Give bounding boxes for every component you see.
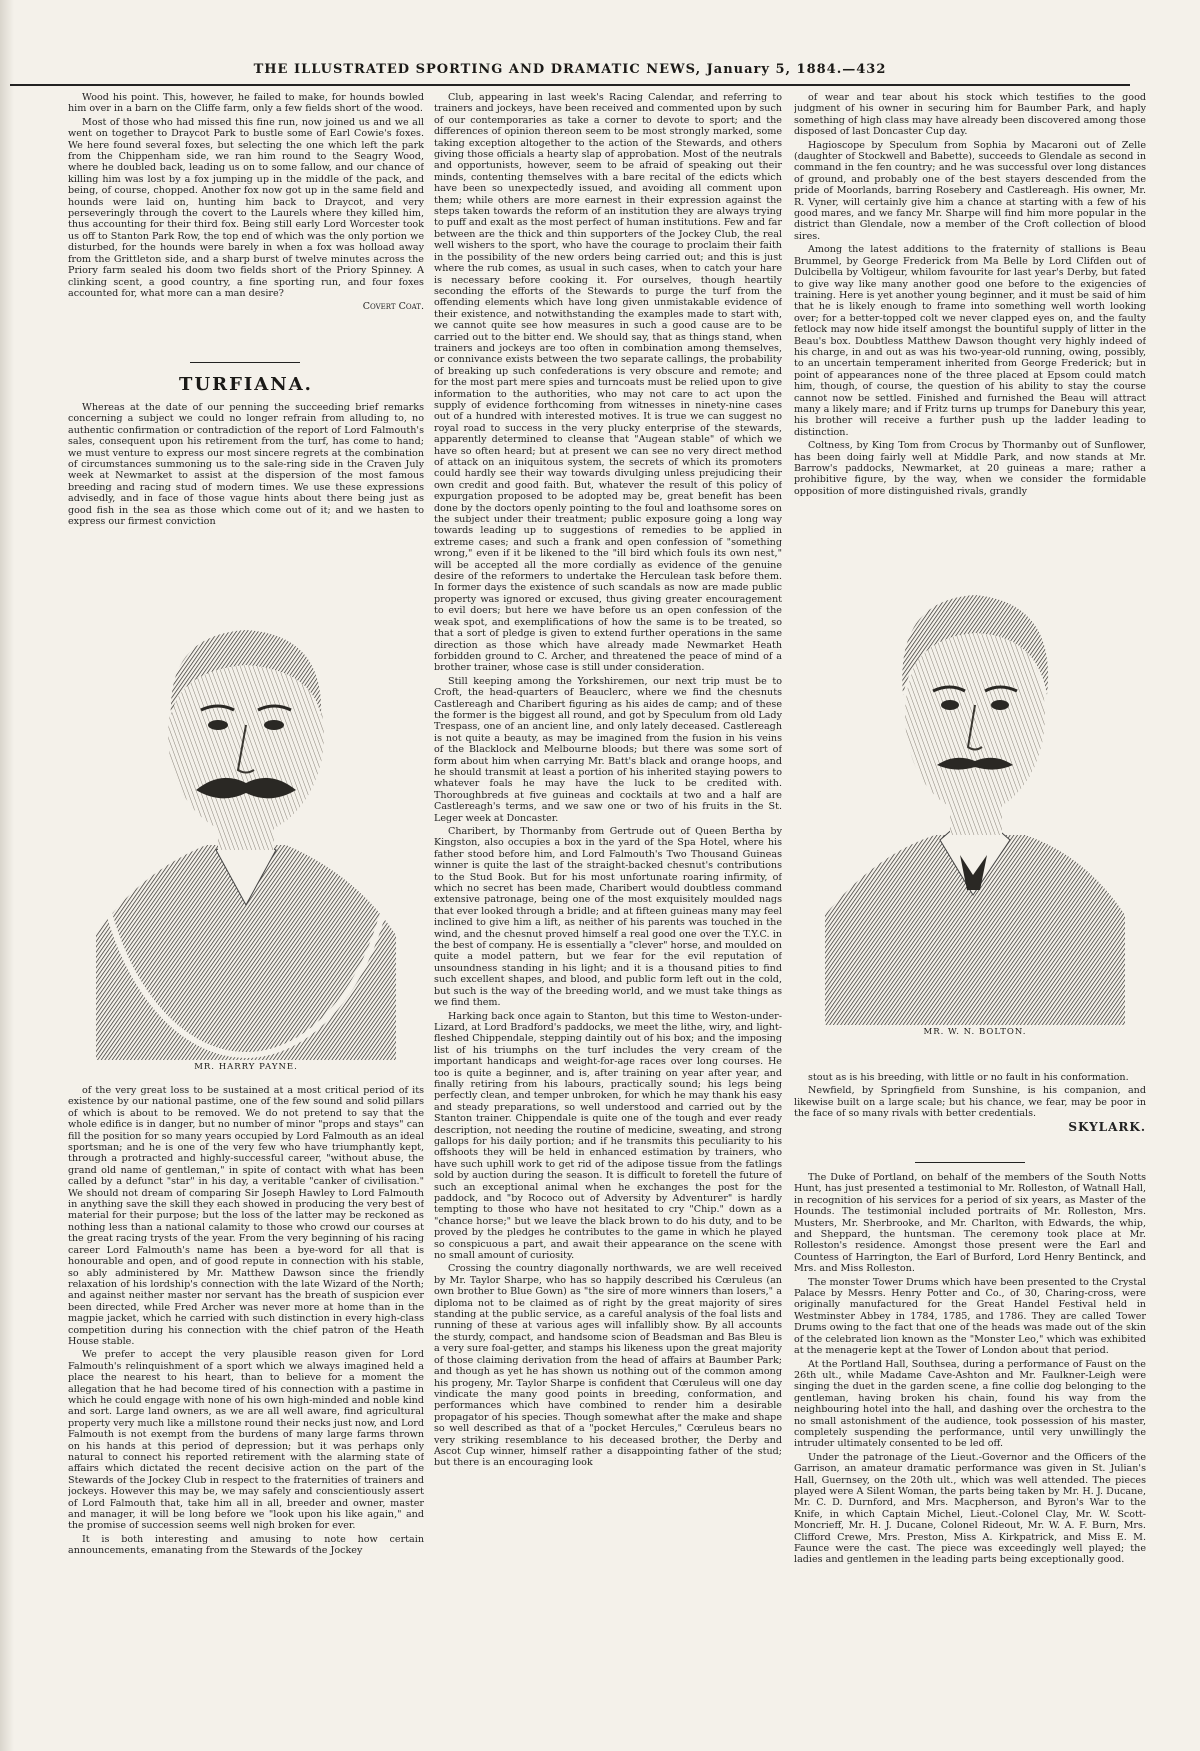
caption-harry-payne: MR. HARRY PAYNE. <box>194 1062 298 1072</box>
paragraph: The monster Tower Drums which have been presented to the Crystal Palace by Messrs. Henry Potter and Co., of 30, Charing-cross, were originally manufactured for the Great Handel Festival held in Westminster Abbey in 1784, 1785, and 1786. They are called Tower Drums owing to the fact that one of the heads was made out of the skin of the celebrated lion known as the "Monster Leo," which was exhibited at the menagerie kept at the Tower of London about that period. <box>794 1276 1146 1357</box>
paragraph: Newfield, by Springfield from Sunshine, is his companion, and likewise built on a large scale; but his chance, we fear, may be poor in the face of so many rivals with better credentials. <box>794 1085 1146 1120</box>
col3c-paras <box>794 1172 1146 1566</box>
paragraph: It is both interesting and amusing to note how certain announcements, emanating from the Stewards of the Jockey <box>68 1533 424 1557</box>
paragraph: Harking back once again to Stanton, but this time to Weston-under-Lizard, at Lord Bradford's paddocks, we meet the lithe, wiry, and light-fleshed Chippendale, stepping daintily out of his box; and the imposing list of his triumphs on the turf includes the very cream of the important handicaps and weight-for-age races over long courses. He too is quite a beginner, and is, after training on year after year, and finally retiring from his labours, practically sound; his legs being perfectly clean, and temper unbroken, for which he may thank his easy and steady preparations, so well understood and carried out by the Stanton trainer. Chippendale is quite one of the tough and ever ready description, not needing the routine of medicine, sweating, and strong gallops for his daily portion; and if he transmits this peculiarity to his offshoots they will be held in enhanced estimation by trainers, who have such uphill work to get rid of the adipose tissue from the fatlings sold by auction during the season. It is difficult to foretell the future of such an exceptional animal when he exchanges the post for the paddock, and "by Rococo out of Adversity by Adventurer" is hardly tempting to those who have not hesitated to cry "Chip." down as a "chance horse;" but we leave the black brown to do his duty, and to be proved by the pledges he contributes to the game in which he played so conspicuous a part, and await their appearance on the scene with no small amount of curiosity. <box>434 1010 782 1262</box>
col3-news-items <box>794 1172 1146 1720</box>
col1b-paras <box>68 402 424 527</box>
paragraph: Under the patronage of the Lieut.-Governor and the Officers of the Garrison, an amateur dramatic performance was given in St. Julian's Hall, Guernsey, on the 20th ult., which was well attended. The pieces played were A Silent Woman, the parts being taken by Mr. H. J. Ducane, Mr. C. D. Durnford, and Mrs. Macpherson, and Byron's War to the Knife, in which Captain Michel, Lieut.-Colonel Clay, Mr. W. Scott-Moncrieff, Mr. H. J. Ducane, Colonel Rideout, Mr. W. A. F. Burn, Mrs. Clifford Crewe, Mrs. Preston, Miss A. Kirkpatrick, and Miss E. M. Faunce were the cast. The piece was exceedingly well played; the ladies and gentlemen in the leading parts being exceptionally good. <box>794 1451 1146 1566</box>
paragraph: Whereas at the date of our penning the succeeding brief remarks concerning a subject we could no longer refrain from alluding to, no authentic confirmation or contradiction of the report of Lord Falmouth's sales, consequent upon his retirement from the turf, has come to hand; we must venture to express our most sincere regrets at the combination of circumstances summoning us to the sale-ring side in the Craven July week at Newmarket to assist at the dispersion of the most famous breeding and racing stud of modern times. We use these expressions advisedly, and in face of those vague hints about there being just as good fish in the sea as those which come out of it; and we hasten to express our firmest conviction <box>68 402 424 528</box>
masthead: THE ILLUSTRATED SPORTING AND DRAMATIC NEWS, January 5, 1884.—432 <box>10 62 1130 86</box>
col2-turfiana <box>434 92 782 1720</box>
col3-turfiana-end <box>794 1072 1146 1162</box>
col1-hunting-report <box>68 92 424 352</box>
portrait-w-n-bolton-engraving <box>825 555 1125 1025</box>
paragraph: Still keeping among the Yorkshiremen, our next trip must be to Croft, the head-quarters of Beauclerc, where we find the chesnuts Castlereagh and Charibert figuring as his aides de camp; and of these the former is the biggest all round, and got by Speculum from old Lady Trespass, one of an ancient line, and only lately deceased. Castlereagh is not quite a beauty, as may be imagined from the fusion in his veins of the Blacklock and Melbourne bloods; but there was some sort of form about him when carrying Mr. Batt's black and orange hoops, and he should transmit at least a portion of his inherited staying powers to whatever foals he may have the luck to be credited with. Thoroughbreds at five guineas and cocktails at two and a half are Castlereagh's terms, and we saw one or two of his fruits in the St. Leger week at Doncaster. <box>434 675 782 824</box>
col1-turfiana-intro <box>68 402 424 560</box>
col3-paras <box>794 92 1146 497</box>
col1c-paras <box>68 1085 424 1557</box>
paragraph: Among the latest additions to the fraternity of stallions is Beau Brummel, by George Frederick from Ma Belle by Lord Clifden out of Dulcibella by Voltigeur, whilom favourite for last year's Derby, but fated to give way like many another good one before to the exigencies of training. Here is yet another young beginner, and it must be said of him that he is likely enough to frame into something well worth looking over; for a better-topped colt we never clapped eyes on, and the faulty fetlock may now hide itself amongst the bountiful supply of litter in the Beau's box. Doubtless Matthew Dawson thought very highly indeed of his charge, in and out as was his two-year-old running, owing, possibly, to an uncertain temperament inherited from George Frederick; but in point of appearances none of the three placed at Epsom could match him, though, of course, the question of his ability to stay the course cannot now be settled. Finished and furnished the Beau will attract many a likely mare; and if Fritz turns up trumps for Danebury this year, his brother will receive a further push up the ladder leading to distinction. <box>794 244 1146 438</box>
paragraph: stout as is his breeding, with little or no fault in his conformation. <box>808 1072 1129 1083</box>
portrait-harry-payne-engraving <box>96 575 396 1060</box>
rule-1 <box>190 362 300 363</box>
col3b-paras <box>794 1072 1146 1120</box>
paragraph: We prefer to accept the very plausible reason given for Lord Falmouth's relinquishment of a sport which we always imagined held a place the nearest to his heart, than to believe for a moment the allegation that he had become tired of his connection with a pastime in which he could engage with none of his own high-minded and noble kind and sort. Large land owners, as we are all well aware, find agricultural property very much like a millstone round their necks just now, and Lord Falmouth is not exempt from the burdens of many large farms thrown on his hands at this period of depression; but it was perhaps only natural to connect his reported retirement with the alarming state of affairs which dictated the recent decisive action on the part of the Stewards of the Jockey Club in respect to the fraternities of trainers and jockeys. However this may be, we may safely and conscientiously assert of Lord Falmouth that, take him all in all, breeder and owner, master and manager, it will be long before we "look upon his like again," and the promise of succession seems well nigh broken for ever. <box>68 1349 424 1532</box>
turfiana-title: TURFIANA. <box>179 374 313 395</box>
paragraph: Club, appearing in last week's Racing Calendar, and referring to trainers and jockeys, have been received and commented upon by such of our contemporaries as take a corner to devote to sport; and the differences of opinion thereon seem to be most strongly marked, some taking exception altogether to the action of the Stewards, and others giving those officials a hearty slap of approbation. Most of the neutrals and opportunists, however, seem to be afraid of speaking out their minds, contenting themselves with a bare recital of the edicts which have been so unexpectedly issued, and avoiding all comment upon them; while others are more earnest in their expression against the steps taken towards the reform of an institution they are always trying to puff and exalt as the most perfect of human institutions. Few and far between are the thick and thin supporters of the Jockey Club, the real well wishers to the sport, who have the courage to proclaim their faith in the possibility of the new orders being carried out; and this is just where the rub comes, as usual in such cases, when to catch your hare is necessary before cooking it. For ourselves, though heartily seconding the efforts of the Stewards to purge the turf from the offending elements which have long given unmistakable evidence of their existence, and notwithstanding the examples made to start with, we cannot quite see how measures in such a good cause are to be carried out to the bitter end. We should say, that as things stand, when trainers and jockeys are too often in combination among themselves, or connivance exists between the two separate callings, the probability of breaking up such confederations is very obscure and remote; and for the most part mere spies and turncoats must be relied upon to give information to the authorities, who may not care to act upon the supply of evidence forthcoming from witnesses in ninety-nine cases out of a hundred with interested motives. It is true we can suggest no royal road to success in the very plucky enterprise of the stewards, apparently determined to cleanse that "Augean stable" of which we have so often heard; but at present we can see no very direct method of attack on an iniquitous system, the secrets of which its promoters could hardly see their way towards divulging unless prejudicing their own credit and good faith. But, whatever the result of this policy of expurgation proposed to be adopted may be, great benefit has been done by the doctors openly pointing to the foul and loathsome sores on the subject under their treatment; public exposure going a long way towards leading up to suggestions of remedies to be applied in extreme cases; and such a frank and open confession of "something wrong," even if it be likened to the "ill bird which fouls its own nest," will be accepted all the more cordially as evidence of the genuine desire of the reformers to undertake the Herculean task before them. In former days the existence of such scandals as now are made public property was ignored or excused, thus giving greater encouragement to evil doers; but here we have before us an open confession of the weak spot, and exemplifications of how the same is to be treated, so that a sort of pledge is given to extend further operations in the same direction as those which have already made Newmarket Heath forbidden ground to C. Archer, and threatened the peace of mind of a brother trainer, whose case is still under consideration. <box>434 92 782 674</box>
paragraph: Charibert, by Thormanby from Gertrude out of Queen Bertha by Kingston, also occupies a box in the yard of the Spa Hotel, where his father stood before him, and Lord Falmouth's Two Thousand Guineas winner is quite the last of the straight-backed chesnut's contributions to the Stud Book. But for his most unfortunate roaring infirmity, of which no secret has been made, Charibert would doubtless command extensive patronage, being one of the most exquisitely moulded nags that ever looked through a bridle; and at fifteen guineas many may feel inclined to give him a lift, as neither of his parents was touched in the wind, and the chesnut proved himself a real good one over the T.Y.C. in the best of company. He is essentially a "clever" horse, and moulded on quite a model pattern, but we fear for the evil reputation of unsoundness standing in his light; and it is a thousand pities to find such excellent shapes, and blood, and public form left out in the cold, but such is the way of the breeding world, and we must take things as we find them. <box>434 826 782 1009</box>
paragraph: Coltness, by King Tom from Crocus by Thormanby out of Sunflower, has been doing fairly well at Middle Park, and now stands at Mr. Barrow's paddocks, Newmarket, at 20 guineas a mare; rather a prohibitive figure, by the way, when we consider the formidable opposition of more distinguished rivals, grandly <box>794 440 1146 497</box>
col1-turfiana-continued <box>68 1085 424 1715</box>
col3-turfiana <box>794 92 1146 508</box>
paragraph: of wear and tear about his stock which testifies to the good judgment of his owner in securing him for Baumber Park, and haply something of high class may have already been discovered among those disposed of last Doncaster Cup day. <box>794 92 1146 138</box>
paragraph: Most of those who had missed this fine run, now joined us and we all went on together to Draycot Park to bustle some of Earl Cowie's foxes. We here found several foxes, but selecting the one which left the park from the Chippenham side, we ran him round to the Seagry Wood, where he doubled back, leading us on to some fallow, and our chance of killing him was lost by a fox jumping up in the middle of the pack, and being, of course, chopped. Another fox now got up in the same field and hounds were laid on, hunting him back to Draycot, and very perseveringly through the covert to the Laurels where they killed him, thus accounting for their third fox. Being still early Lord Worcester took us off to Stanton Park Row, the top end of which was the only portion we disturbed, for the hounds were barely in when a fox was holload away from the Grittleton side, and a sharp burst of twelve minutes across the Priory farm sealed his doom two fields short of the Priory Spinney. A clinking scent, a good country, a fine sporting run, and four foxes accounted for, what more can a man desire? <box>68 116 424 299</box>
rule-2 <box>915 1162 1025 1163</box>
paragraph: of the very great loss to be sustained at a most critical period of its existence by our national pastime, one of the few sound and solid pillars of which is about to be removed. We do not pretend to say that the whole edifice is in danger, but no number of minor "props and stays" can fill the position for so many years occupied by Lord Falmouth as an ideal sportsman; and he is one of the very few who have triumphantly kept, through a protracted and highly-successful career, "without abuse, the grand old name of gentleman," in spite of contact with what has been called by a defunct "star" in his day, a veritable "canker of civilisation." We should not dream of comparing Sir Joseph Hawley to Lord Falmouth in anything save the skill they each showed in producing the very best of material for their purpose; but the loss of the latter may be reckoned as nothing less than a national calamity to those who crowd our courses at the great racing trysts of the year. From the very beginning of his racing career Lord Falmouth's name has been a bye-word for all that is honourable and open, and of good repute in connection with his stable, so ably administered by Mr. Matthew Dawson since the friendly relaxation of his lordship's connection with the late Wizard of the North; and against neither master nor servant has the breath of suspicion ever been directed, while Fred Archer was never more at home than in the magpie jacket, which he carried with such distinction in every high-class competition during his connection with the chief patron of the Heath House stable. <box>68 1085 424 1347</box>
portrait-harry-payne <box>96 575 396 1060</box>
paragraph: Wood his point. This, however, he failed to make, for hounds bowled him over in a barn on the Cliffe farm, only a few fields short of the wood. <box>68 92 424 115</box>
portrait-w-n-bolton <box>825 555 1125 1025</box>
paragraph: At the Portland Hall, Southsea, during a performance of Faust on the 26th ult., while Madame Cave-Ashton and Mr. Faulkner-Leigh were singing the duet in the garden scene, a fine collie dog belonging to the gentleman, having broken his chain, found his way from the neighbouring hotel into the hall, and dashing over the orchestra to the no small astonishment of the audience, took possession of his master, completely suspending the performance, until very unwillingly the intruder ultimately consented to be led off. <box>794 1358 1146 1450</box>
paragraph: The Duke of Portland, on behalf of the members of the South Notts Hunt, has just presented a testimonial to Mr. Rolleston, of Watnall Hall, in recognition of his services for a period of six years, as Master of the Hounds. The testimonial included portraits of Mr. Rolleston, Mrs. Musters, Mr. Sherbrooke, and Mr. Charlton, with Edwards, the whip, and Sheppard, the huntsman. The ceremony took place at Mr. Rolleston's residence. Amongst those present were the Earl and Countess of Harrington, the Earl of Burford, Lord Henry Bentinck, and Mrs. and Miss Rolleston. <box>794 1172 1146 1275</box>
paragraph: Hagioscope by Speculum from Sophia by Macaroni out of Zelle (daughter of Stockwell and Babette), succeeds to Glendale as second in command in the fen country; and he was successful over long distances of ground, and probably one of the best stayers descended from the pride of Moorlands, barring Rosebery and Castlereagh. His owner, Mr. R. Vyner, will certainly give him a chance at starting with a few of his good mares, and we fancy Mr. Sharpe will find him more popular in the district than Glendale, now a member of the Croft collection of blood sires. <box>794 139 1146 242</box>
covert-coat-signature: Covert Coat. <box>362 301 424 313</box>
paragraph: Crossing the country diagonally northwards, we are well received by Mr. Taylor Sharpe, who has so happily described his Cœruleus (an own brother to Blue Gown) as "the sire of more winners than losers," a diploma not to be claimed as of right by the great majority of sires standing at the public service, as a careful analysis of the foal lists and running of these at various ages will infallibly show. By all accounts the sturdy, compact, and handsome scion of Beadsman and Bas Bleu is a very sure foal-getter, and stamps his likeness upon the great majority of those claiming derivation from the head of affairs at Baumber Park; and though as yet he has shown us nothing out of the common among his progeny, Mr. Taylor Sharpe is confident that Cœruleus will one day vindicate the many good points in breeding, conformation, and performances which have combined to render him a desirable propagator of his species. Though somewhat after the make and shape so well described as that of a "pocket Hercules," Cœruleus bears no very striking resemblance to his deceased brother, the Derby and Ascot Cup winner, himself rather a disappointing father of the stud; but there is an encouraging look <box>434 1263 782 1469</box>
col2-paras <box>434 92 782 1469</box>
col1-paras <box>68 92 424 299</box>
torn-edge <box>0 0 14 1751</box>
skylark-signature: SKYLARK. <box>1068 1119 1146 1134</box>
caption-w-n-bolton: MR. W. N. BOLTON. <box>923 1027 1027 1037</box>
